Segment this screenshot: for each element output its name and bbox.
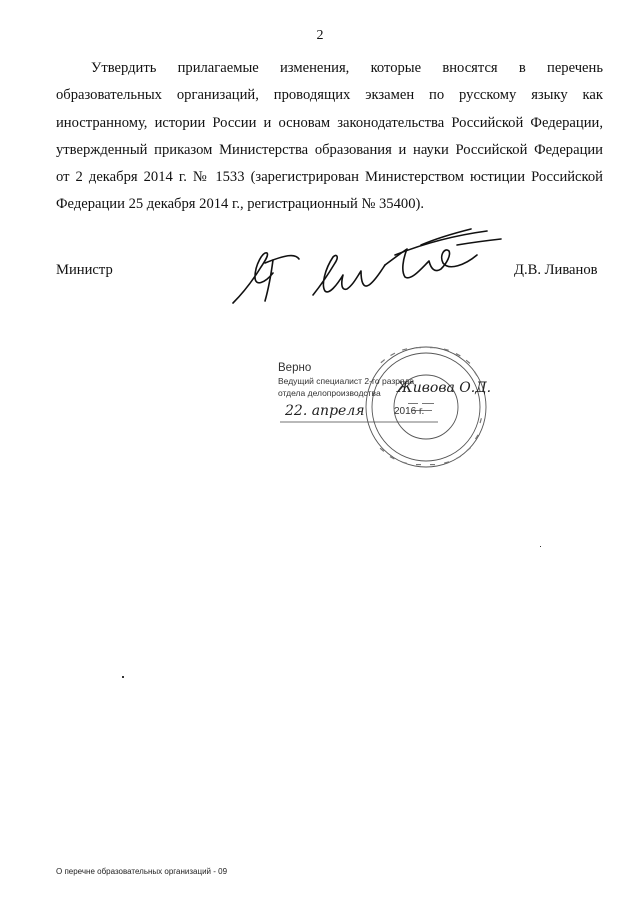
minister-signature	[225, 225, 515, 315]
paragraph-line: утвержденный приказом Министерства образования и науки Российской Федерации	[56, 141, 603, 158]
footer-reference: О перечне образовательных организаций - 09	[56, 867, 228, 876]
certification-year: 2016 г.	[394, 406, 425, 417]
certification-block	[278, 362, 414, 398]
paragraph-line: иностранному, истории России и основам законодательства Российской Федерации,	[56, 114, 603, 131]
page-number: 2	[316, 28, 324, 43]
minister-name: Д.В. Ливанов	[514, 262, 598, 278]
certification-label: Верно	[278, 362, 312, 374]
certifier-position-line1: Ведущий специалист 2-го разряда	[278, 376, 415, 386]
scan-speck	[540, 546, 541, 547]
certifier-signature: Живова О.Д.	[397, 380, 492, 396]
paragraph-line: Федерации 25 декабря 2014 г., регистрационный № 35400).	[56, 196, 425, 213]
paragraph-line: от 2 декабря 2014 г. № 1533 (зарегистрирован Министерством юстиции Российской	[56, 169, 603, 186]
certification-date: 22. апреля	[285, 403, 365, 419]
body-paragraph	[56, 55, 603, 219]
certifier-position-line2: отдела делопроизводства	[278, 388, 381, 398]
paragraph-line: образовательных организаций, проводящих экзамен по русскому языку как	[56, 87, 603, 104]
minister-title: Министр	[56, 262, 113, 278]
scan-speck	[122, 676, 124, 678]
paragraph-line: Утвердить прилагаемые изменения, которые вносятся в перечень	[91, 60, 603, 76]
